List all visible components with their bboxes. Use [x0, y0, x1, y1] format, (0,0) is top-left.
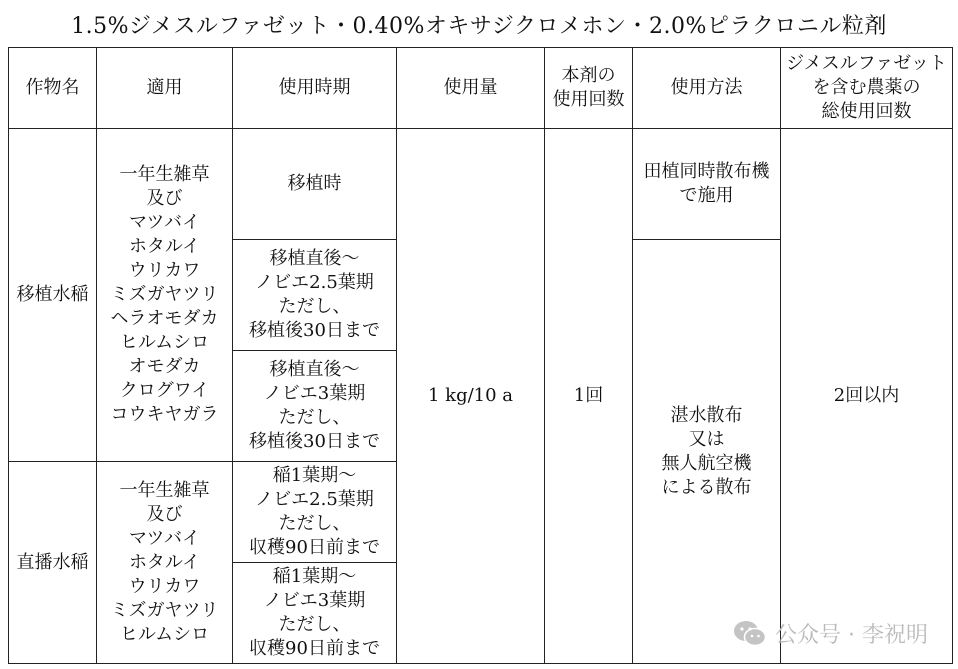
- header-method: 使用方法: [633, 48, 781, 129]
- target-cell-transplanted: 一年生雑草 及び マツバイ ホタルイ ウリカワ ミズガヤツリ ヘラオモダカ ヒルムシロ オモダカ クログワイ コウキヤガラ: [97, 129, 233, 462]
- header-total: ジメスルファゼット を含む農薬の 総使用回数: [781, 48, 953, 129]
- count-cell: 1回: [545, 129, 633, 664]
- amount-cell: 1 kg/10 a: [397, 129, 545, 664]
- crop-cell-transplanted: 移植水稲: [9, 129, 97, 462]
- timing-cell: 稲1葉期～ ノビエ3葉期 ただし、 収穫90日前まで: [233, 563, 397, 664]
- target-cell-direct: 一年生雑草 及び マツバイ ホタルイ ウリカワ ミズガヤツリ ヒルムシロ: [97, 462, 233, 664]
- header-target: 適用: [97, 48, 233, 129]
- wechat-icon: [733, 620, 767, 648]
- header-count: 本剤の 使用回数: [545, 48, 633, 129]
- crop-cell-direct: 直播水稲: [9, 462, 97, 664]
- timing-cell: 移植時: [233, 129, 397, 240]
- watermark-text: 公众号 · 李祝明: [775, 623, 928, 648]
- registration-table: [8, 47, 953, 664]
- method-cell-flooded: 湛水散布 又は 無人航空機 による散布: [633, 240, 781, 664]
- header-crop: 作物名: [9, 48, 97, 129]
- table-row: [9, 129, 953, 240]
- header-row: [9, 48, 953, 129]
- page-title: 1.5%ジメスルファゼット・0.40%オキサジクロメホン・2.0%ピラクロニル粒剤: [71, 14, 887, 39]
- method-cell-simultaneous: 田植同時散布機 で施用: [633, 129, 781, 240]
- timing-cell: 移植直後～ ノビエ2.5葉期 ただし、 移植後30日まで: [233, 240, 397, 351]
- header-timing: 使用時期: [233, 48, 397, 129]
- timing-cell: 移植直後～ ノビエ3葉期 ただし、 移植後30日まで: [233, 351, 397, 462]
- header-amount: 使用量: [397, 48, 545, 129]
- total-cell: 2回以内: [781, 129, 953, 664]
- watermark: [733, 618, 928, 649]
- timing-cell: 稲1葉期～ ノビエ2.5葉期 ただし、 収穫90日前まで: [233, 462, 397, 563]
